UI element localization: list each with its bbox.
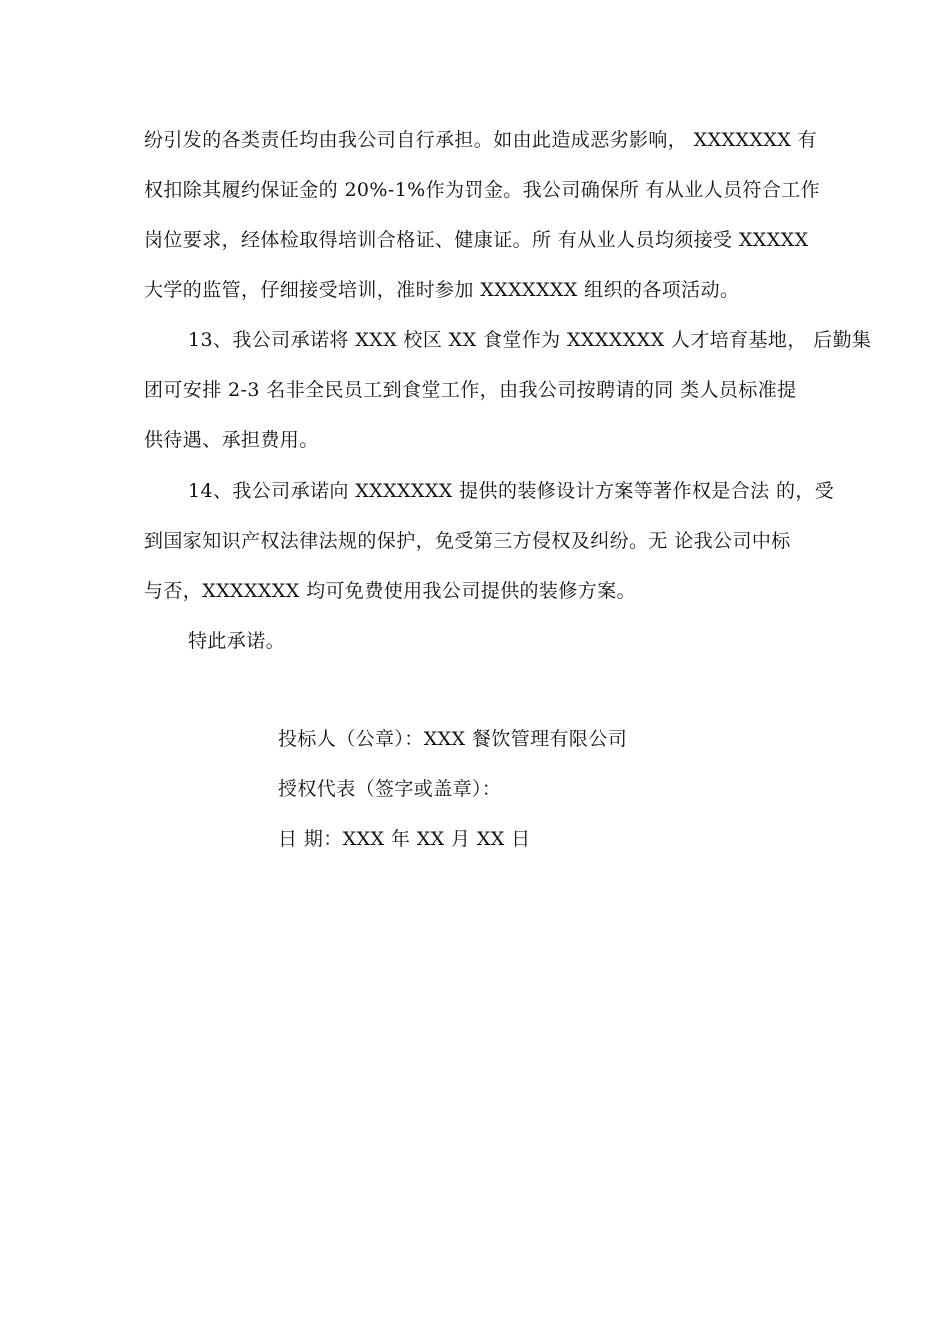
authorized-representative-line: 授权代表（签字或盖章）： (278, 778, 502, 800)
paragraph-13-line-3: 供待遇、承担费用。 (144, 429, 319, 451)
paragraph-continued-line-2: 权扣除其履约保证金的 20%-1%作为罚金。我公司确保所 有从业人员符合工作 (144, 179, 821, 201)
paragraph-continued-line-1: 纷引发的各类责任均由我公司自行承担。如由此造成恶劣影响， XXXXXXX 有 (144, 129, 817, 151)
paragraph-14-line-3: 与否，XXXXXXX 均可免费使用我公司提供的装修方案。 (144, 580, 636, 602)
paragraph-13-line-2: 团可安排 2-3 名非全民员工到食堂工作，由我公司按聘请的同 类人员标准提 (144, 379, 797, 401)
paragraph-continued-line-4: 大学的监管，仔细接受培训，准时参加 XXXXXXX 组织的各项活动。 (144, 279, 740, 301)
paragraph-13-line-1: 13、我公司承诺将 XXX 校区 XX 食堂作为 XXXXXXX 人才培育基地， 后勤集 (188, 329, 872, 351)
paragraph-continued-line-3: 岗位要求，经体检取得培训合格证、健康证。所 有从业人员均须接受 XXXXX (144, 229, 809, 251)
paragraph-14-line-2: 到国家知识产权法律法规的保护，免受第三方侵权及纠纷。无 论我公司中标 (144, 530, 791, 552)
date-line: 日 期：XXX 年 XX 月 XX 日 (278, 828, 531, 850)
closing-statement: 特此承诺。 (188, 630, 286, 652)
bidder-seal-line: 投标人（公章）：XXX 餐饮管理有限公司 (278, 728, 628, 750)
paragraph-14-line-1: 14、我公司承诺向 XXXXXXX 提供的装修设计方案等著作权是合法 的，受 (188, 480, 835, 502)
